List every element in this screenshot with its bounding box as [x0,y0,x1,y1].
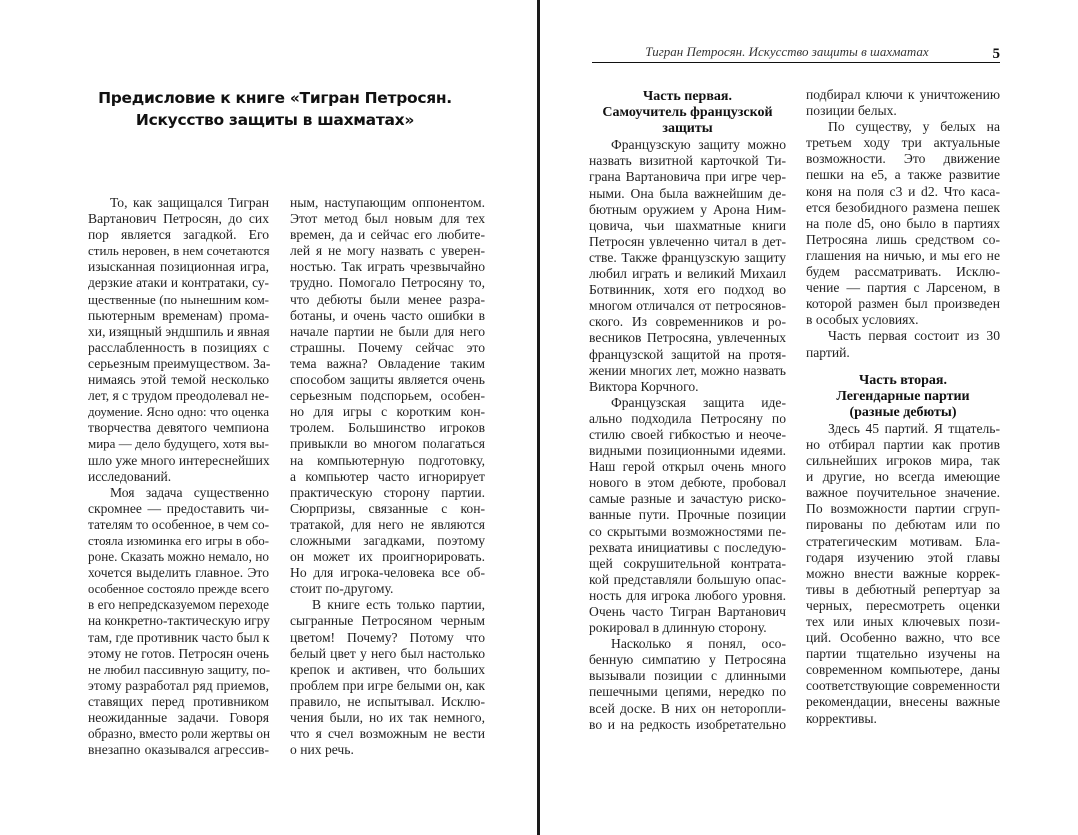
text-line: на компьютерную подготовку, [290,452,485,468]
paragraph [589,137,786,395]
text-line: Часть первая. [643,89,732,104]
text-line: которой размен был произведен [806,296,1000,312]
text-line: а компьютер часто игнорирует [290,468,485,484]
text-line: позиции белых. [806,103,897,119]
text-line: чения были, но их так немного, [290,710,485,725]
text-line: Здесь 45 партий. Я тщатель- [828,420,1000,436]
text-line: Насколько я понял, осо- [611,636,786,652]
text-line: неожиданные задачи. Говоря [88,710,269,725]
text-line: чение — партия с Ларсеном, в [806,280,1000,296]
text-line: цовича, чьи шахматные книги [589,217,786,233]
text-line: хочется выделить главное. Это [88,565,269,581]
text-line: назвать визитной карточкой Ти- [589,153,786,169]
text-line: тивы в дебютный репертуар за [806,581,1000,597]
text-line: о них речь. [290,742,354,758]
text-line: годаря изучению этой главы [806,549,1000,565]
text-line: Этот метод был новым для тех [290,211,485,227]
text-line: времен, да и сейчас его любите- [290,227,485,243]
text-line: тратакой, для него не являются [290,516,485,532]
text-line: Виктора Корчного. [589,378,699,394]
running-header [592,44,1000,63]
text-line: рокировал в длинную сторону. [589,620,767,636]
text-line: лей я не могу назвать с уверен- [290,243,485,259]
text-line: жении многих лет, можно назвать [589,362,786,378]
right-page-column-2 [806,87,1000,727]
text-line: в особых условиях. [806,312,919,328]
text-line: доумение. Ясно одно: что оценка [88,405,269,420]
text-line: возможности. Это движение [806,151,1000,167]
text-line: подбирал ключи к уничтожению [806,87,1000,102]
text-line: кой представляли большую опас- [589,571,786,587]
text-line: будем рассматривать. Исклю- [806,264,1000,280]
text-line: В книге есть только партии, [312,597,485,613]
text-line: ально подходила Петросяну по [589,410,786,426]
text-line: можно внести важные коррек- [806,565,1000,581]
page-spread-divider [537,0,540,835]
text-line: Часть вторая. [858,372,948,388]
text-line: начале партии не были для него [290,323,485,339]
text-line: партий. [806,344,850,360]
text-line: ется безобидного размена пешек [806,199,1000,215]
text-line: практическую сторону партии. [290,484,485,500]
text-line: серьезным подспорьем, особен- [290,388,485,404]
text-line: самые разные и зачастую риско- [589,491,786,507]
text-line: Сюрпризы, связанные с кон- [290,500,485,516]
text-line: важное поучительное значение. [806,485,1000,501]
text-line: Легендарные партии [836,388,970,404]
paragraph [806,328,1000,360]
text-line: Часть первая состоит из 30 [828,328,1000,344]
text-line: Ботвинник, хотя его подход во [589,282,786,298]
page-title [90,87,460,131]
text-line: стве. Также французскую защиту [589,249,786,265]
text-line: со скрытыми возможностями пе- [589,523,786,539]
text-line: особенное состояло прежде всего [88,582,269,597]
text-line: способом защиты является очень [290,372,485,388]
text-line: Самоучитель французской [602,105,773,121]
text-line: страшны. Почему сейчас это [290,339,485,355]
text-line: сильнейших игроков мира, так [806,453,1000,469]
text-line: Петросяна лишь средством со- [806,231,1000,247]
text-line: (разные дебюты) [849,404,957,420]
text-line: сложными загадками, поэтому [290,532,485,548]
text-line: тема важна? Овладение таким [290,355,485,371]
text-line: глашения на ничью, и мы его не [806,247,1000,263]
text-line: пешечными цепями, нередко по [589,684,786,700]
text-line: щей сокрушительной контрата- [589,555,786,571]
text-line: вызывали позиции с длинными [589,668,786,684]
text-line: третьем ходу три актуальные [806,135,1000,151]
text-line: рехвата инициативы с последую- [589,539,786,555]
text-line: коня на поля c3 и d2. Что каса- [806,183,1000,199]
text-line: По возможности партии сгруп- [806,501,1000,517]
text-line: коррективы. [806,710,877,726]
running-title: Тигран Петросян. Искусство защиты в шахматах [645,44,929,59]
text-line: внезапно оказывался агрессив- [88,742,269,758]
paragraph [290,195,485,597]
left-page-column-2 [290,195,485,758]
page-title-line: Предисловие к книге «Тигран Петросян. [98,89,452,107]
text-line: образно, вместо роли жертвы он [88,726,271,742]
text-line: пированы по дебютам или по [806,517,1000,533]
paragraph [806,87,1000,119]
paragraph [88,195,269,485]
text-line: творчества девятого чемпиона [88,420,269,436]
text-line: но отбирал партии как против [806,436,1000,452]
page-number: 5 [992,46,1000,62]
text-line: и другие, но всегда имеющие [806,469,1000,485]
text-line: партии тщательно изучены на [806,646,1000,662]
text-line: черных, пересмотреть оценки [806,597,1000,613]
text-line: По существу, у белых на [828,119,1000,135]
text-line: он может их проигнорировать. [290,549,485,565]
text-line: трудно. Помогало Петросяну то, [290,275,485,291]
text-line: бютным оружием у Арона Ним- [589,201,786,217]
text-line: хи, изящный эндшпиль и явная [88,323,270,339]
paragraph [589,395,786,636]
text-line: дерзкие атаки и контратаки, су- [88,275,269,291]
text-line: Французская защита иде- [611,394,786,410]
text-line: защиты [662,121,713,137]
text-line: щественные (по нынешним ком- [88,291,269,307]
text-line: ского. Из современников и ро- [589,314,786,330]
text-line: То, как защищался Тигран [110,195,269,210]
text-line: стояла изюминка его игры в обо- [88,533,269,548]
text-line: ботаны, и очень часто ошибки в [290,307,485,323]
text-line: Наш герой открыл очень много [589,459,786,475]
text-line: Но для игрока-человека все об- [290,565,485,581]
text-line: стратегическим мотивам. Бла- [806,533,1000,549]
text-line: ным, наступающим оппонентом. [290,195,485,210]
text-line: современном компьютере, даны [806,662,1000,678]
text-line: нового в этом дебюте, пробовал [589,475,786,491]
text-line: цветом! Почему? Потому что [290,629,485,645]
text-line: ностью. Так играть чрезвычайно [290,259,485,275]
text-line: ность для игрока любого уровня. [589,587,786,603]
text-line: не любил пассивную защиту, по- [88,661,271,677]
text-line: во и на редкость изобретательно [589,716,786,732]
text-line: тателям то особенное, в чем со- [88,516,270,532]
text-line: любил играть и великий Михаил [589,266,786,282]
text-line: сыгранные Петросяном черным [290,613,485,629]
text-line: шло уже много интереснейших [88,452,270,468]
text-line: Моя задача существенно [110,484,269,500]
text-line: грана Вартановича при игре чер- [589,169,786,185]
text-line: тех или иных ключевых пози- [806,614,1000,629]
text-line: весников Петросяна, увлеченных [589,330,786,346]
text-line: стиль неровен, в нем сочетаются [88,243,270,259]
paragraph [806,421,1000,727]
paragraph [589,636,786,733]
text-line: Очень часто Тигран Вартанович [589,604,786,619]
text-line: ставящих перед противником [88,693,269,709]
left-page-column-1 [88,195,269,758]
text-line: исследований. [88,468,172,484]
text-line: что я счел возможным не вести [290,726,485,742]
text-line: роне. Сказать можно немало, но [88,549,269,565]
text-line: там, где противник часто был к [88,629,270,645]
text-line: правило, не испытывал. Исклю- [290,693,485,709]
text-line: мира — дело будущего, хотя вы- [88,436,269,452]
text-line: ванные пути. Прочные позиции [589,507,786,523]
paragraph [290,597,485,758]
text-line: многом отличался от петросянов- [589,298,786,314]
text-line: пор является загадкой. Его [88,227,269,243]
text-line: Французскую защиту можно [611,137,786,153]
page-title-line: Искусство защиты в шахматах» [135,111,415,129]
text-line: проблем при игре белыми он, как [290,677,485,693]
text-line: что дебюты были менее разра- [290,291,485,307]
text-line: лет, я с трудом преодолевал не- [88,388,270,404]
text-line: рекомендации, внесены важные [806,694,1000,710]
text-line: серьезным преимуществом. За- [88,355,271,371]
text-line: привыкли во многом полагаться [290,436,485,452]
text-line: Вартанович Петросян, до сих [88,211,269,227]
text-line: этому разработал ряд приемов, [88,677,269,693]
text-line: но для игры с коротким кон- [290,404,485,420]
text-line: расслабленность в позициях с [88,339,269,355]
paragraph [806,119,1000,328]
text-line: в его непредсказуемом переходе [88,597,269,613]
text-line: скромнее — предоставить чи- [88,500,269,516]
text-line: белый цвет у него был настолько [290,645,485,661]
section-heading [589,89,786,137]
text-line: бенную симпатию у Петросяна [589,652,786,668]
text-line: на конкретно-тактическую игру [88,613,270,629]
text-line: соответствующие современности [806,678,1000,694]
right-page-column-1 [589,89,786,733]
text-line: тролем. Большинство игроков [290,420,485,436]
text-line: видными позиционными идеями. [589,443,786,459]
section-heading [806,373,1000,421]
text-line: ными. Она была важнейшим де- [589,185,786,201]
text-line: изысканная позиционная игра, [88,259,269,275]
text-line: на поле d5, оно было в партиях [806,215,1000,231]
paragraph [88,485,269,759]
text-line: ций. Особенно важно, что все [806,630,1000,646]
text-line: пьютерным временам) прома- [88,307,269,323]
text-line: нимаясь этой темой несколько [88,372,269,388]
text-line: пешки на e5, а также развитие [806,167,1000,183]
text-line: Петросян увлеченно читал в дет- [589,233,786,249]
text-line: стилю своей гибкостью и неоче- [589,426,786,442]
text-line: всей доске. В них он неторопли- [589,700,786,716]
text-line: этому не готов. Петросян очень [88,645,269,661]
text-line: стоит по-другому. [290,581,394,597]
text-line: крепок и активен, что больших [290,661,485,677]
text-line: французской защитой на протя- [589,346,786,362]
